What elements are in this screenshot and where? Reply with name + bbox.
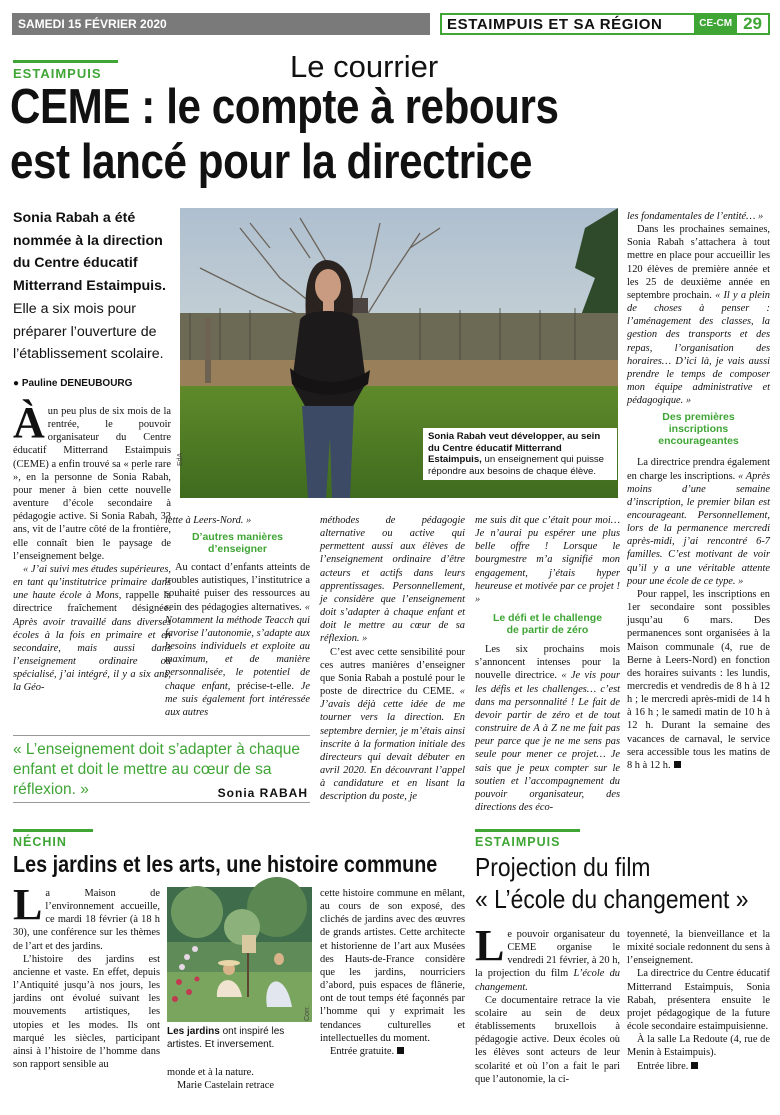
main-column-2 [165,514,310,719]
main-column-4 [475,514,620,814]
main-subhead-2: Le défi et le challenge de partir de zéro [492,612,603,637]
pull-quote-author: Sonia RABAH [212,786,308,800]
pull-quote-text: « L’enseignement doit s’adapter à chaque enfant et doit le mettre au cœur de sa réflexion. » [13,741,300,798]
main-tag-label: ESTAIMPUIS [13,66,102,81]
third-col2-p2: La directrice du Centre éducatif Mitterrand Estaimpuis, Sonia Rabah, présentera ensuite le projet pédagogique de la future école secondaire estaimpuisienne. [627,968,770,1033]
third-column-2 [627,928,770,1073]
main-column-3 [320,514,465,803]
byline-prefix: Pauline [21,378,58,389]
main-col2-top: lette à Leers-Nord. » [165,515,252,526]
second-p2: L’histoire des jardins est ancienne et vaste. En effet, depuis l’Antiquité jusqu’à nos jours, les jardins ont évolué suivant les mouvements artistiques, les utopies et les modes. Ils ont marqué les siècles, participant ainsi à l’histoire de l’homme dans son rapport sensible au [13,953,160,1071]
main-headline-line1: CEME : le compte à rebours [10,80,559,134]
second-col3-end: Entrée gratuite. [320,1045,465,1058]
garden-caption-rest: ont inspiré les artistes. Et inversement. [167,1026,285,1050]
main-dropcap: À [13,398,45,447]
main-photo-caption [423,428,617,480]
second-column-2 [167,1066,312,1092]
second-col2-p: Marie Castelain retrace [177,1080,274,1092]
second-col3: cette histoire commune en mêlant, au cours de son exposé, des clichés de jardins avec des œuvres de grands artistes. Cette architecte et historienne de l’art aux Musées des Hauts-de-France considère que les jardins, nourriciers d’abord, puis espaces de flânerie, ont de tout temps été façonnés par l’homme qui y exprimait les tendances culturelles et intellectuelles du moment. [320,888,465,1044]
main-col1-p1: un peu plus de six mois de la rentrée, le pouvoir organisateur du Centre éducatif Mitterrand Estaimpuis (CEME) a enfin trouvé sa « perle rare », en la personne de Sonia Rabah, pour mener à bien cette nouvelle aventure d’école secondaire à pédagogie active. Si Sonia Rabah, 33 ans, vit de l’autre côté de la frontière, elle connaît bien le paysage de l’enseignement belge. [13,406,171,562]
caption-rest: un enseignement qui puisse répondre aux besoins de chaque élève. [428,454,605,477]
third-column-1 [475,921,621,1086]
main-subhead-3: Des premières inscriptions encourageantes [658,411,739,448]
main-lead [13,207,171,366]
header-edition: CE-CM [694,15,737,33]
main-tag-bar [13,60,118,63]
garden-painting [167,887,312,1022]
main-col4-p1: me suis dit que c’était pour moi… Je n’aurai pu espérer une plus belle offre ! Lorsque le bourgmestre m’a signifié mon engagement, j’étais hyper heureuse et motivée par ce projet ! » [475,515,620,605]
second-p1: a Maison de l’environnement accueille, ce mardi 18 février (à 18 h 30), une conférence sur les thèmes de l’art et des jardins. [13,888,160,952]
third-tag [475,829,580,849]
main-col5-p1: Dans les prochaines semaines, Sonia Rabah s’attachera à tout mettre en place pour accueillir les 120 élèves de première année et les 25 de deuxième année en septembre prochain. « Il y a plein de choses à penser : l’aménagement des classes, la gestion des transports et des repas, l’organisation des horaires… D’ici là, je vais aussi prendre le temps de composer mon équipe administrative et pédagogique. » [627,224,770,407]
second-dropcap: L [13,880,43,929]
second-column-1 [13,880,160,1071]
second-tag-label: NÉCHIN [13,835,67,849]
main-subhead-1: D’autres manières d’enseigner [191,531,284,556]
main-byline [13,378,132,389]
end-mark [397,1047,404,1054]
main-col5-p0: les fondamentales de l’entité… » [627,211,764,222]
main-col2-p1: Au contact d’enfants atteints de troubles autistiques, l’institutrice a souhaité puiser des ressources au sein des pédagogies alternatives. « Notamment la méthode Teacch qui favorise l’autonomie, s’adapte aux besoins individuels et exploite au maximum, et de manière personnalisée, le potentiel de chaque enfant, précise-t-elle. Je me suis également fort intéressée aux autres [165,562,310,718]
third-col2-p3: À la salle La Redoute (4, rue de Menin à Estaimpuis). [627,1034,770,1059]
main-col1-p2: « J’ai suivi mes études supérieures, en tant qu’institutrice primaire dans une haute école à Mons, rappelle la directrice fraîchement désignée. Après avoir travaillé dans diverses écoles à la fois en primaire et en secondaire, mais aussi dans l’enseignement ordinaire ou spécialisé, j’ai intégré, il y a six ans, la Géo- [13,563,171,694]
main-headline [10,80,664,190]
second-tag [13,829,93,849]
main-col5-p2: La directrice prendra également en charge les inscriptions. « Après moins d’une semaine d’inscription, le premier bilan est encourageant. Personnellement, lors de la permanence mercredi après-midi, j’ai rencontré 6-7 familles. C’est motivant de voir qu’il y a une véritable attente pour une école de ce type. » [627,457,770,587]
main-column-1 [13,398,171,694]
main-lead-rest: Elle a six mois pour préparer l’ouverture de l’établissement scolaire. [13,301,164,362]
third-tag-label: ESTAIMPUIS [475,835,561,849]
end-mark [691,1062,698,1069]
garden-painting-image [167,887,312,1022]
main-col4-p2: Les six prochains mois s’annoncent intenses pour la nouvelle directrice. « Je vis pour les défis et les challenges… c’est dans ma personnalité ! Le fait de devoir partir de zéro et de tout construire de A à Z ne me fait pas peur parce que je ne me sens pas seule pour mener ce projet… Je sais que je peux compter sur le soutien et l’accompagnement du pouvoir organisateur, des directions des éco- [475,644,620,813]
third-p2: Ce documentaire retrace la vie scolaire au sein de deux établissements bruxellois à pédagogie active. Deux écoles où les élèves sont acteurs de leur scolarité et où l’on a fait le pari que l’autonomie, la ci- [475,994,620,1085]
garden-caption-bold: Les jardins [167,1026,220,1037]
main-col5-p3: Pour rappel, les inscriptions en 1er secondaire sont possibles jusqu’au 6 mars. Des permanences sont organisées à la Maison communale (4, rue de Berne à Leers-Nord) en fonction des horaires suivants : les lundis, mercredis et vendredis de 8 h à 12 h ; le mercredi après-midi de 14 h à 16 h ; le samedi matin de 10 h à 12 h. Durant la semaine des vacances de carnaval, le service sera accessible tous les matins de 8 h à 12 h. [627,588,770,771]
end-mark [674,761,681,768]
third-headline-line2: « L’école du changement » [475,884,749,914]
header-page-number: 29 [743,14,762,33]
second-tag-bar [13,829,93,832]
painting-credit: Corr. [304,1005,311,1021]
pull-quote [13,735,310,803]
photo-credit: EdA [177,452,184,466]
third-dropcap: L [475,921,505,970]
third-col2-p1: toyenneté, la bienveillance et la mixité sociale redonnent du sens à l’enseignement. [627,929,770,967]
byline-name: DENEUBOURG [60,378,133,389]
main-headline-line2: est lancé pour la directrice [10,135,532,189]
third-tag-bar [475,829,580,832]
second-headline: Les jardins et les arts, une histoire commune [13,851,438,877]
garden-caption [167,1026,312,1051]
caption-bold: Sonia Rabah veut développer, au sein du Centre éducatif Mitterrand Estaimpuis, [428,431,601,466]
main-col3-p1: méthodes de pédagogie alternative ou active qui permettent aussi aux élèves de l’enseignement ordinaire d’être acteurs et actifs dans leurs apprentissages. Personnellement, je considère que l’enseignement doit s’adapter à chaque enfant et doit le mettre au cœur de sa réflexion. » [320,515,465,645]
third-headline [475,851,749,915]
header-section [440,13,770,35]
second-column-3 [320,887,465,1058]
second-col2-top: monde et à la nature. [167,1067,254,1078]
header-section-title: ESTAIMPUIS ET SA RÉGION [447,15,663,33]
header-date-bar [12,13,430,35]
third-p1: e pouvoir organisateur du CEME organise le vendredi 21 février, à 20 h, la projection du film L’école du changement. [475,929,621,993]
main-column-5 [627,210,770,772]
main-tag [13,60,118,81]
third-headline-line1: Projection du film [475,852,651,882]
source-stamp: Le courrier [290,49,439,84]
main-lead-bold: Sonia Rabah a été nommée à la direction du Centre éducatif Mitterrand Estaimpuis. [13,210,166,294]
byline-bullet: ● [13,378,22,389]
header-date: SAMEDI 15 FÉVRIER 2020 [18,17,167,31]
third-col2-p4: Entrée libre. [627,1060,770,1073]
main-col3-p2: C’est avec cette sensibilité pour ces autres manières d’enseigner que Sonia Rabah a postulé pour le poste de directrice du CEME. « J’avais déjà cette idée de me tourner vers la direction. En septembre dernier, je m’étais ainsi inscrite à la formation initiale des directeurs qui devait débuter en avril 2020. En découvrant l’appel à candidature et en lisant la description du poste, je [320,646,465,803]
